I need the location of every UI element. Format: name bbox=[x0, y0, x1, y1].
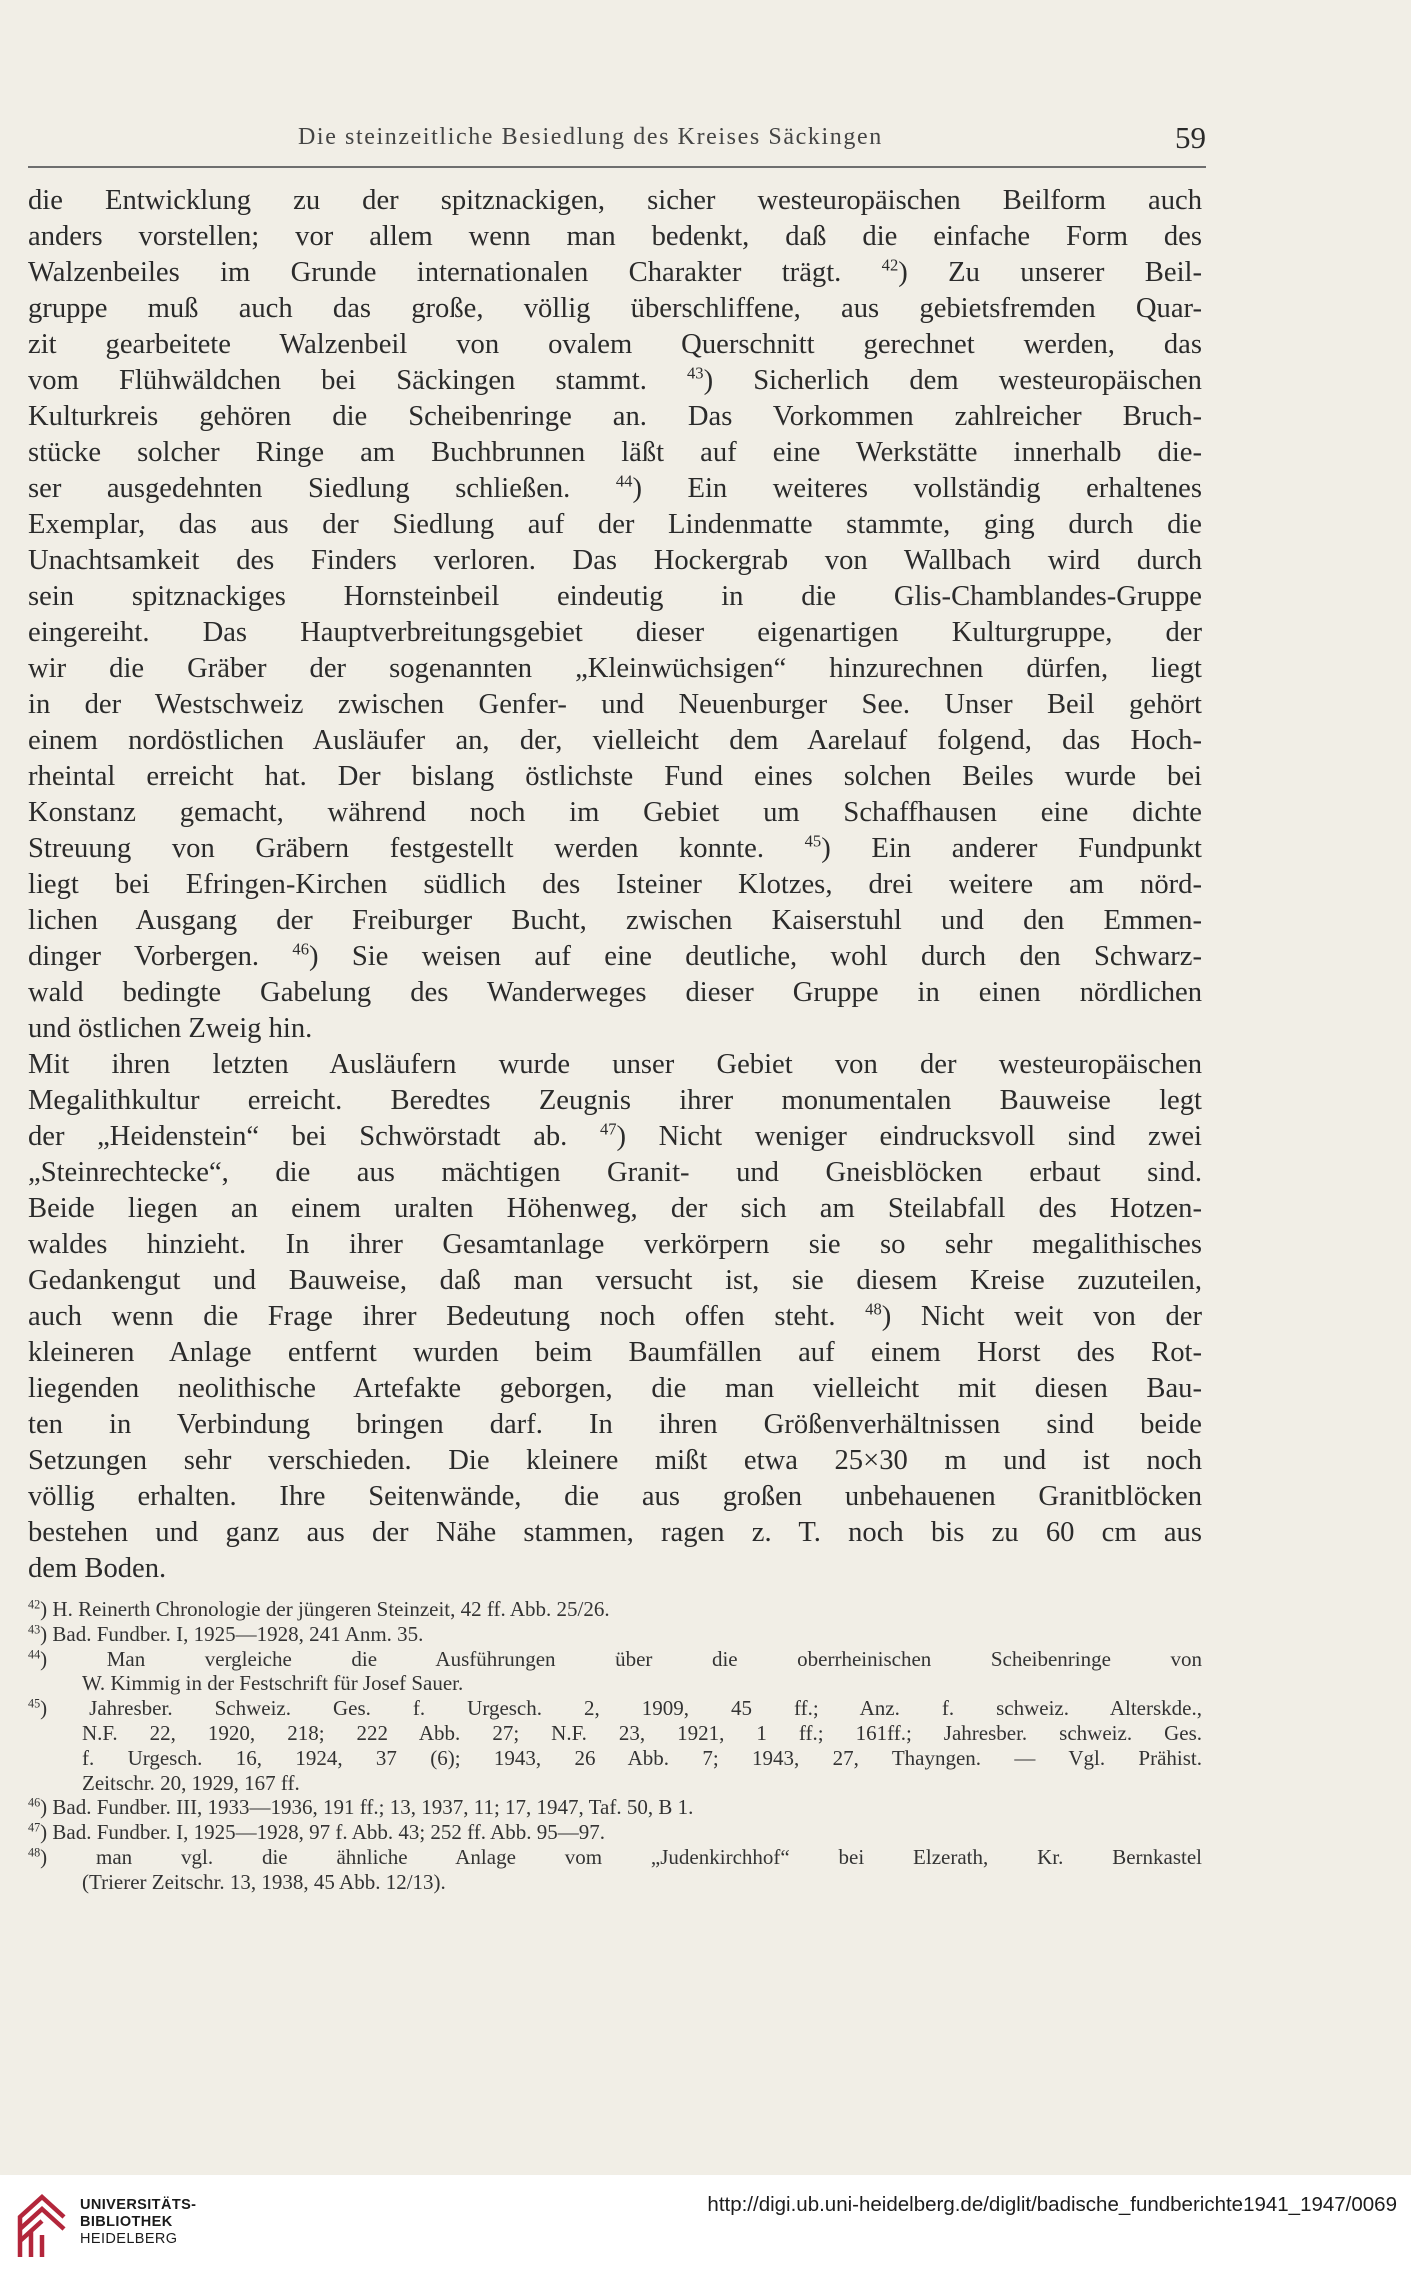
body-text bbox=[28, 183, 1202, 1587]
body-line: liegenden neolithische Artefakte geborgen, die man vielleicht mit diesen Bau- bbox=[28, 1373, 1202, 1404]
footnote: $^{44}$) Man vergleiche die Ausführungen über die oberrheinischen Scheibenringe von bbox=[28, 1646, 1202, 1671]
footnote: $^{43}$) Bad. Fundber. I, 1925—1928, 241 Anm. 35. bbox=[28, 1621, 424, 1646]
body-line: eingereiht. Das Hauptverbreitungsgebiet dieser eigenartigen Kulturgruppe, der bbox=[28, 617, 1202, 648]
footnote-number: 46 bbox=[28, 1795, 41, 1810]
footnote-number: 43 bbox=[28, 1622, 41, 1637]
body-line: kleineren Anlage entfernt wurden beim Baumfällen auf einem Horst des Rot- bbox=[28, 1337, 1202, 1368]
viewer-footer bbox=[0, 2175, 1411, 2273]
body-line: und östlichen Zweig hin. bbox=[28, 1013, 313, 1044]
footnote-number: 48 bbox=[28, 1845, 41, 1860]
body-line: der „Heidenstein“ bei Schwörstadt ab. $^{47}$) Nicht weniger eindrucksvoll sind zwei bbox=[28, 1119, 1202, 1152]
running-title: Die steinzeitliche Besiedlung des Kreises Säckingen bbox=[298, 124, 883, 150]
footnote-number: 42 bbox=[28, 1597, 41, 1612]
footnote: $^{47}$) Bad. Fundber. I, 1925—1928, 97 f. Abb. 43; 252 ff. Abb. 95—97. bbox=[28, 1820, 606, 1845]
footnote: $^{45}$) Jahresber. Schweiz. Ges. f. Urgesch. 2, 1909, 45 ff.; Anz. f. schweiz. Alterskde., bbox=[28, 1696, 1202, 1721]
body-line: anders vorstellen; vor allem wenn man bedenkt, daß die einfache Form des bbox=[28, 221, 1202, 252]
body-line: wald bedingte Gabelung des Wanderweges dieser Gruppe in einen nördlichen bbox=[28, 977, 1202, 1008]
footnote-ref: 43 bbox=[687, 363, 704, 383]
body-line: sein spitznackiges Hornsteinbeil eindeutig in die Glis-Chamblandes-Gruppe bbox=[28, 581, 1202, 612]
body-line: völlig erhalten. Ihre Seitenwände, die aus großen unbehauenen Granitblöcken bbox=[28, 1481, 1202, 1512]
library-name: UNIVERSITÄTS- BIBLIOTHEK HEIDELBERG bbox=[80, 2197, 197, 2247]
body-line: gruppe muß auch das große, völlig überschliffene, aus gebietsfremden Quar- bbox=[28, 293, 1202, 324]
body-line: auch wenn die Frage ihrer Bedeutung noch offen steht. $^{48}$) Nicht weit von der bbox=[28, 1299, 1202, 1332]
footnote-continuation: N.F. 22, 1920, 218; 222 Abb. 27; N.F. 23, 1921, 1 ff.; 161ff.; Jahresber. schweiz. Ges. bbox=[82, 1720, 1202, 1745]
footnote-ref: 45 bbox=[804, 831, 822, 851]
page-header bbox=[28, 120, 1206, 168]
footnote-ref: 46 bbox=[292, 939, 309, 959]
body-line: ser ausgedehnten Siedlung schließen. $^{44}$) Ein weiteres vollständig erhaltenes bbox=[28, 471, 1202, 504]
body-line: zit gearbeitete Walzenbeil von ovalem Querschnitt gerechnet werden, das bbox=[28, 329, 1202, 360]
footnote-number: 47 bbox=[28, 1820, 41, 1835]
footnote-ref: 42 bbox=[881, 255, 899, 275]
body-line: wir die Gräber der sogenannten „Kleinwüchsigen“ hinzurechnen dürfen, liegt bbox=[28, 653, 1202, 684]
body-line: rheintal erreicht hat. Der bislang östlichste Fund eines solchen Beiles wurde bei bbox=[28, 761, 1202, 792]
body-line: die Entwicklung zu der spitznackigen, sicher westeuropäischen Beilform auch bbox=[28, 185, 1202, 216]
body-line: einem nordöstlichen Ausläufer an, der, vielleicht dem Aarelauf folgend, das Hoch- bbox=[28, 725, 1202, 756]
source-url-link[interactable]: http://digi.ub.uni-heidelberg.de/diglit/badische_fundberichte1941_1947/0069 bbox=[707, 2193, 1397, 2216]
body-line: in der Westschweiz zwischen Genfer- und Neuenburger See. Unser Beil gehört bbox=[28, 689, 1202, 720]
body-line: Konstanz gemacht, während noch im Gebiet um Schaffhausen eine dichte bbox=[28, 797, 1202, 828]
footnote: $^{42}$) H. Reinerth Chronologie der jüngeren Steinzeit, 42 ff. Abb. 25/26. bbox=[28, 1597, 610, 1621]
footnotes bbox=[28, 1597, 1202, 1895]
body-line: Beide liegen an einem uralten Höhenweg, der sich am Steilabfall des Hotzen- bbox=[28, 1193, 1202, 1224]
footnote-continuation: W. Kimmig in der Festschrift für Josef Sauer. bbox=[82, 1671, 464, 1696]
body-line: dinger Vorbergen. $^{46}$) Sie weisen auf eine deutliche, wohl durch den Schwarz- bbox=[28, 939, 1202, 972]
body-line: vom Flühwäldchen bei Säckingen stammt. $^{43}$) Sicherlich dem westeuropäischen bbox=[28, 363, 1202, 396]
university-library-logo-icon bbox=[14, 2191, 68, 2261]
footnote: $^{46}$) Bad. Fundber. III, 1933—1936, 191 ff.; 13, 1937, 11; 17, 1947, Taf. 50, B 1. bbox=[28, 1795, 694, 1820]
body-line: Exemplar, das aus der Siedlung auf der Lindenmatte stammte, ging durch die bbox=[28, 509, 1202, 540]
body-line: Walzenbeiles im Grunde internationalen Charakter trägt. $^{42}$) Zu unserer Beil- bbox=[28, 255, 1202, 288]
body-line: dem Boden. bbox=[28, 1553, 167, 1584]
body-line: lichen Ausgang der Freiburger Bucht, zwischen Kaiserstuhl und den Emmen- bbox=[28, 905, 1202, 936]
body-line: stücke solcher Ringe am Buchbrunnen läßt auf eine Werkstätte innerhalb die- bbox=[28, 437, 1202, 468]
footnote-continuation: f. Urgesch. 16, 1924, 37 (6); 1943, 26 Abb. 7; 1943, 27, Thayngen. — Vgl. Prähist. bbox=[82, 1745, 1202, 1770]
footnote-ref: 48 bbox=[865, 1299, 882, 1319]
body-line: Gedankengut und Bauweise, daß man versucht ist, sie diesem Kreise zuzuteilen, bbox=[28, 1265, 1202, 1296]
footnote-number: 45 bbox=[28, 1696, 41, 1711]
footnote-number: 44 bbox=[28, 1647, 41, 1662]
page-number: 59 bbox=[1175, 120, 1206, 155]
body-line: Megalithkultur erreicht. Beredtes Zeugnis ihrer monumentalen Bauweise legt bbox=[28, 1085, 1202, 1116]
body-line: Setzungen sehr verschieden. Die kleinere mißt etwa 25×30 m und ist noch bbox=[28, 1445, 1202, 1476]
body-line: Unachtsamkeit des Finders verloren. Das Hockergrab von Wallbach wird durch bbox=[28, 545, 1202, 576]
body-line: Mit ihren letzten Ausläufern wurde unser Gebiet von der westeuropäischen bbox=[28, 1049, 1202, 1080]
body-line: Streuung von Gräbern festgestellt werden konnte. $^{45}$) Ein anderer Fundpunkt bbox=[28, 831, 1202, 864]
footnote-continuation: Zeitschr. 20, 1929, 167 ff. bbox=[82, 1770, 300, 1795]
body-line: liegt bei Efringen-Kirchen südlich des Isteiner Klotzes, drei weitere am nörd- bbox=[28, 869, 1202, 900]
footnote-continuation: (Trierer Zeitschr. 13, 1938, 45 Abb. 12/13). bbox=[82, 1869, 446, 1894]
footnote: $^{48}$) man vgl. die ähnliche Anlage vom „Judenkirchhof“ bei Elzerath, Kr. Bernkastel bbox=[28, 1844, 1202, 1869]
body-line: Kulturkreis gehören die Scheibenringe an. Das Vorkommen zahlreicher Bruch- bbox=[28, 401, 1202, 432]
body-line: „Steinrechtecke“, die aus mächtigen Granit- und Gneisblöcken erbaut sind. bbox=[28, 1157, 1202, 1188]
body-line: ten in Verbindung bringen darf. In ihren Größenverhältnissen sind beide bbox=[28, 1409, 1202, 1440]
body-line: bestehen und ganz aus der Nähe stammen, ragen z. T. noch bis zu 60 cm aus bbox=[28, 1517, 1202, 1548]
footnote-ref: 47 bbox=[599, 1119, 617, 1139]
body-line: waldes hinzieht. In ihrer Gesamtanlage verkörpern sie so sehr megalithisches bbox=[28, 1229, 1202, 1260]
footnote-ref: 44 bbox=[615, 471, 633, 491]
